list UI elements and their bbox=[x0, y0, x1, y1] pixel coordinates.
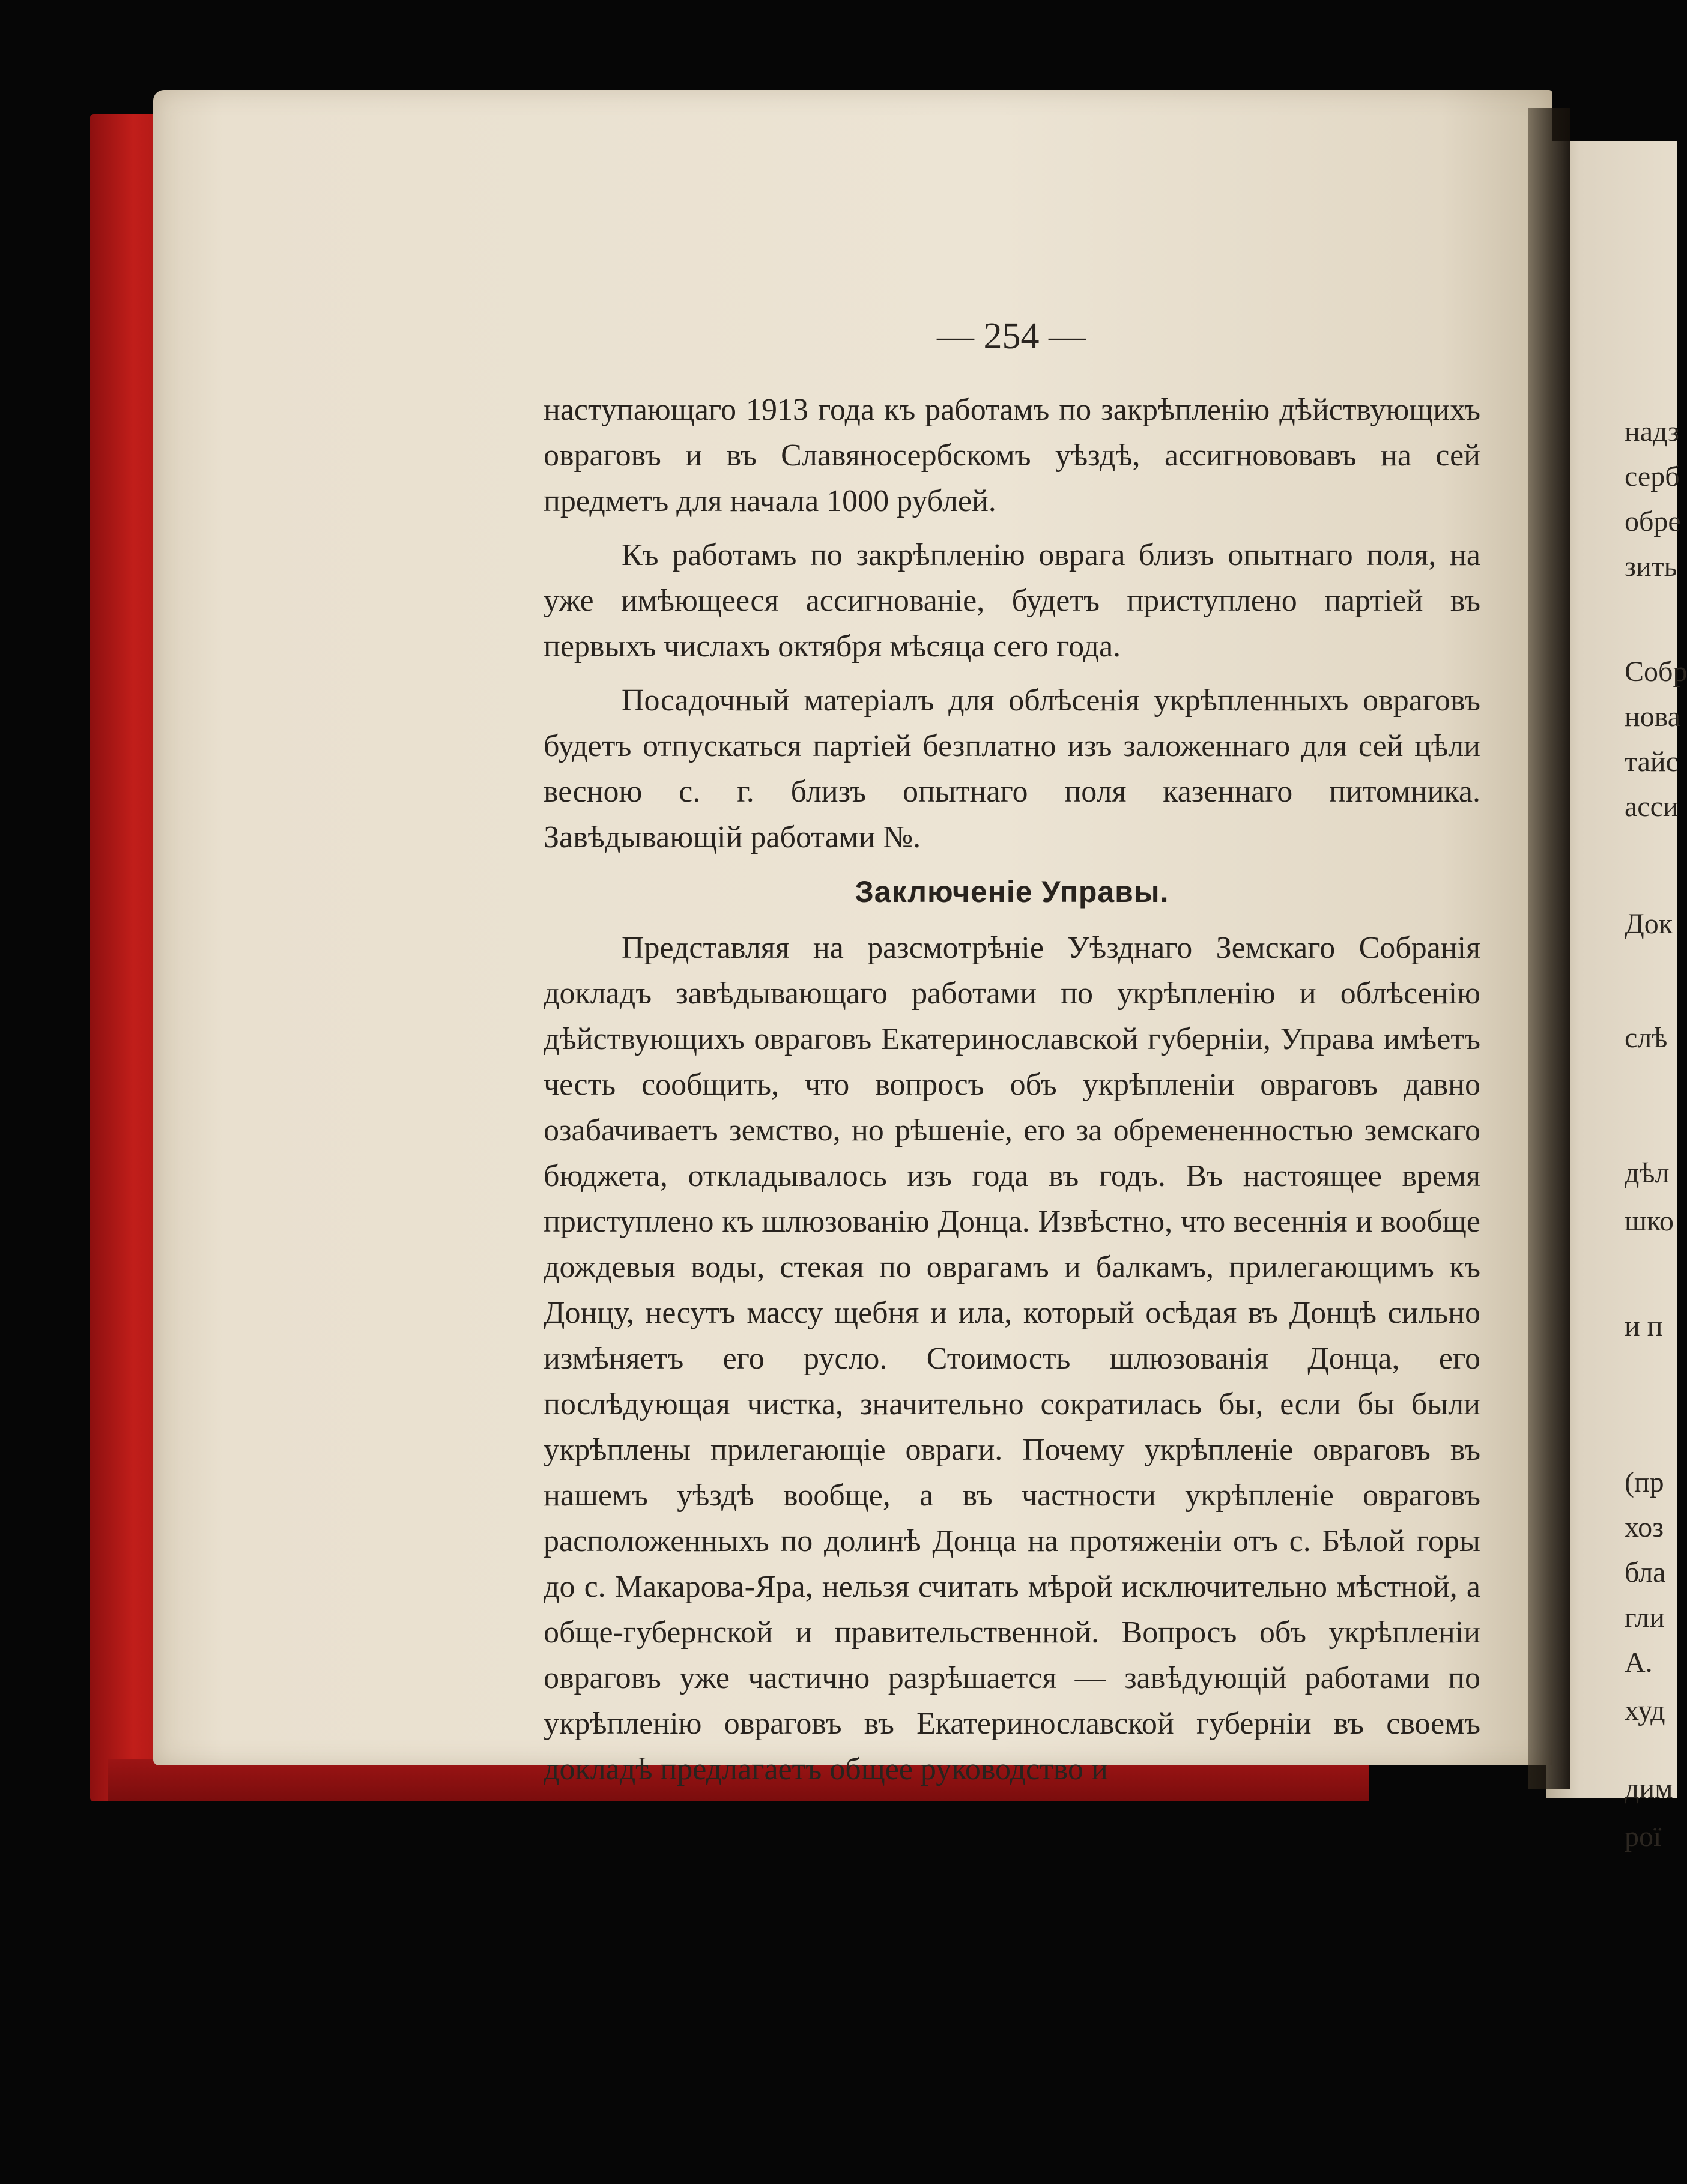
adjacent-page-fragment: (пр bbox=[1625, 1466, 1664, 1498]
page-gutter-shadow bbox=[1528, 108, 1570, 1789]
adjacent-page-fragment: слѣ bbox=[1625, 1022, 1668, 1054]
adjacent-page-fragment: асси bbox=[1625, 791, 1679, 823]
adjacent-page-fragment: и п bbox=[1625, 1310, 1663, 1342]
adjacent-page-fragment: обре bbox=[1625, 506, 1681, 537]
adjacent-page-fragment: дим bbox=[1625, 1773, 1673, 1804]
page-text-block bbox=[544, 387, 1480, 1801]
adjacent-page-fragment: гли bbox=[1625, 1602, 1665, 1633]
adjacent-page-fragment: хоз bbox=[1625, 1511, 1664, 1543]
section-heading: Заключеніе Управы. bbox=[855, 875, 1169, 909]
paragraph-4: Представляя на разсмотрѣніе Уѣзднаго Земскаго Собранія докладъ завѣдывающаго работами по укрѣпленію и облѣсенію дѣйствующихъ овраговъ Екатеринославской губерніи, Управа имѣетъ честь сообщить, что вопросъ объ укрѣпленіи овраговъ давно озабачиваетъ земство, но рѣшеніе, его за обремененностью земскаго бюджета, откладывалось изъ года въ годъ. Въ настоящее время приступлено къ шлюзованію Донца. Извѣстно, что весеннія и вообще дождевыя воды, стекая по оврагамъ и балкамъ, прилегающимъ къ Донцу, несутъ массу щебня и ила, который осѣдая въ Донцѣ сильно измѣняетъ его русло. Стоимость шлюзованія Донца, его послѣдующая чистка, значительно сократилась бы, если бы были укрѣплены прилегающіе овраги. Почему укрѣпленіе овраговъ въ нашемъ уѣздѣ вообще, а въ частности укрѣпленіе овраговъ расположенныхъ по долинѣ Донца на протяженіи отъ с. Бѣлой горы до с. Макарова-Яра, нельзя считать мѣрой исключительно мѣстной, а обще-губернской и правительственной. Вопросъ объ укрѣпленіи овраговъ уже частично разрѣшается — завѣдующій работами по укрѣпленію овраговъ въ Екатеринославской губерніи въ своемъ докладѣ предлагаетъ общее руководство и bbox=[544, 931, 1480, 1786]
adjacent-page-fragment: нова bbox=[1625, 701, 1681, 733]
adjacent-page-fragment: худ bbox=[1625, 1695, 1665, 1726]
adjacent-page-fragment: тайс bbox=[1625, 746, 1679, 778]
adjacent-page-fragment: бла bbox=[1625, 1556, 1666, 1588]
adjacent-page-fragment: зить bbox=[1625, 551, 1677, 582]
adjacent-page-fragment: серб bbox=[1625, 461, 1680, 492]
adjacent-page-fragment: надз bbox=[1625, 416, 1679, 447]
page-number: — 254 — bbox=[937, 316, 1086, 357]
paragraph-3: Посадочный матеріалъ для облѣсенія укрѣпленныхъ овраговъ будетъ отпускаться партіей безплатно изъ заложеннаго для сей цѣли весною с. г. близъ опытнаго поля казеннаго питомника. Завѣдывающій работами №. bbox=[544, 683, 1480, 855]
adjacent-page-fragment: рої bbox=[1625, 1821, 1662, 1853]
adjacent-page-fragment: шко bbox=[1625, 1205, 1674, 1237]
adjacent-page-fragment: А. bbox=[1625, 1647, 1653, 1678]
paragraph-1: наступающаго 1913 года къ работамъ по закрѣпленію дѣйствующихъ овраговъ и въ Славяносербскомъ уѣздѣ, ассигнововавъ на сей предметъ для начала 1000 рублей. bbox=[544, 393, 1480, 518]
adjacent-page-fragment: дѣл bbox=[1625, 1157, 1670, 1189]
adjacent-page-fragment: Собр bbox=[1625, 656, 1687, 688]
paragraph-2: Къ работамъ по закрѣпленію оврага близъ опытнаго поля, на уже имѣющееся ассигнованіе, будетъ приступлено партіей въ первыхъ числахъ октября мѣсяца сего года. bbox=[544, 538, 1480, 664]
adjacent-page-fragment: Док bbox=[1625, 908, 1673, 940]
